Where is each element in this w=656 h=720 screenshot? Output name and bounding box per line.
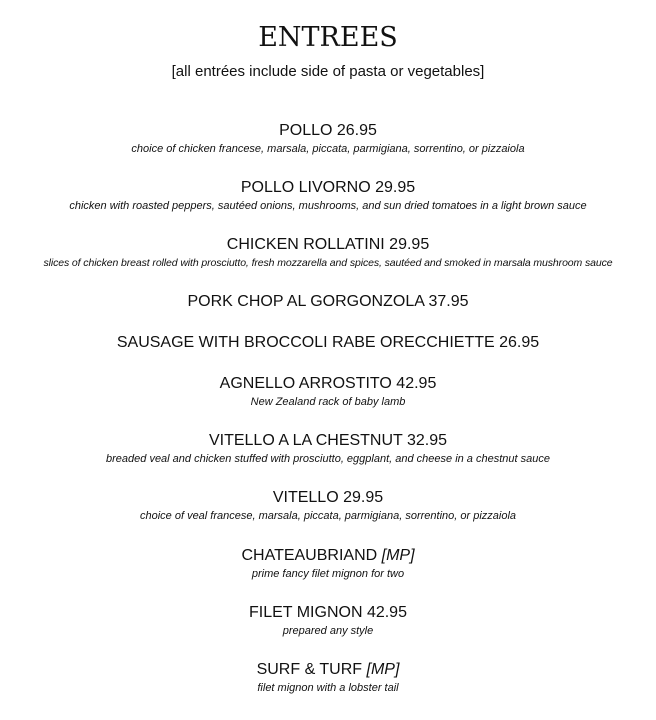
menu-item-name: FILET MIGNON 42.95 [249,604,407,621]
market-price-tag: [MP] [366,661,400,678]
menu-item-vitello [0,487,656,523]
menu-item-name-row [0,659,656,681]
menu-item-description: slices of chicken breast rolled with prosciutto, fresh mozzarella and spices, sautéed and smoked in marsala mushroom sauce [43,257,613,269]
market-price-tag: [MP] [381,547,415,564]
menu-title: ENTREES [258,22,398,53]
menu-item-surf-turf [0,659,656,695]
menu-item-name-row [0,545,656,567]
menu-item-filet-mignon [0,602,656,638]
menu-item-description: breaded veal and chicken stuffed with prosciutto, eggplant, and cheese in a chestnut sauce [106,453,550,465]
menu-item-name: AGNELLO ARROSTITO 42.95 [219,375,437,392]
menu-subtitle: [all entrées include side of pasta or vegetables] [171,63,485,80]
menu-item-chateaubriand [0,545,656,581]
menu-item-description: filet mignon with a lobster tail [257,682,399,694]
menu-item-name: CHICKEN ROLLATINI 29.95 [226,236,430,253]
menu-item-description: choice of veal francese, marsala, piccata, parmigiana, sorrentino, or pizzaiola [139,510,517,522]
menu-item-description: prepared any style [282,625,374,637]
menu-item-chicken-rollatini [0,234,656,270]
menu-item-pollo-livorno [0,177,656,213]
menu-item-description: chicken with roasted peppers, sautéed onions, mushrooms, and sun dried tomatoes in a light brown sauce [69,200,587,212]
menu-item-pork-chop [0,291,656,313]
menu-item-description: prime fancy filet mignon for two [251,568,405,580]
menu-item-name: PORK CHOP AL GORGONZOLA 37.95 [187,293,469,310]
menu-item-name: SAUSAGE WITH BROCCOLI RABE ORECCHIETTE 26.95 [116,334,540,351]
menu-item-name: VITELLO 29.95 [272,489,384,506]
menu-item-pollo [0,120,656,156]
menu-item-name: POLLO 26.95 [279,122,377,139]
menu-item-name: CHATEAUBRIAND [241,547,378,564]
menu-item-description: choice of chicken francese, marsala, piccata, parmigiana, sorrentino, or pizzaiola [131,143,525,155]
menu-item-agnello-arrostito [0,373,656,409]
menu-item-vitello-chestnut [0,430,656,466]
menu-item-description: New Zealand rack of baby lamb [250,396,406,408]
menu-item-name: SURF & TURF [256,661,363,678]
menu-item-name: VITELLO A LA CHESTNUT 32.95 [208,432,448,449]
menu-item-name: POLLO LIVORNO 29.95 [240,179,416,196]
menu-item-sausage-broccoli-rabe [0,332,656,354]
